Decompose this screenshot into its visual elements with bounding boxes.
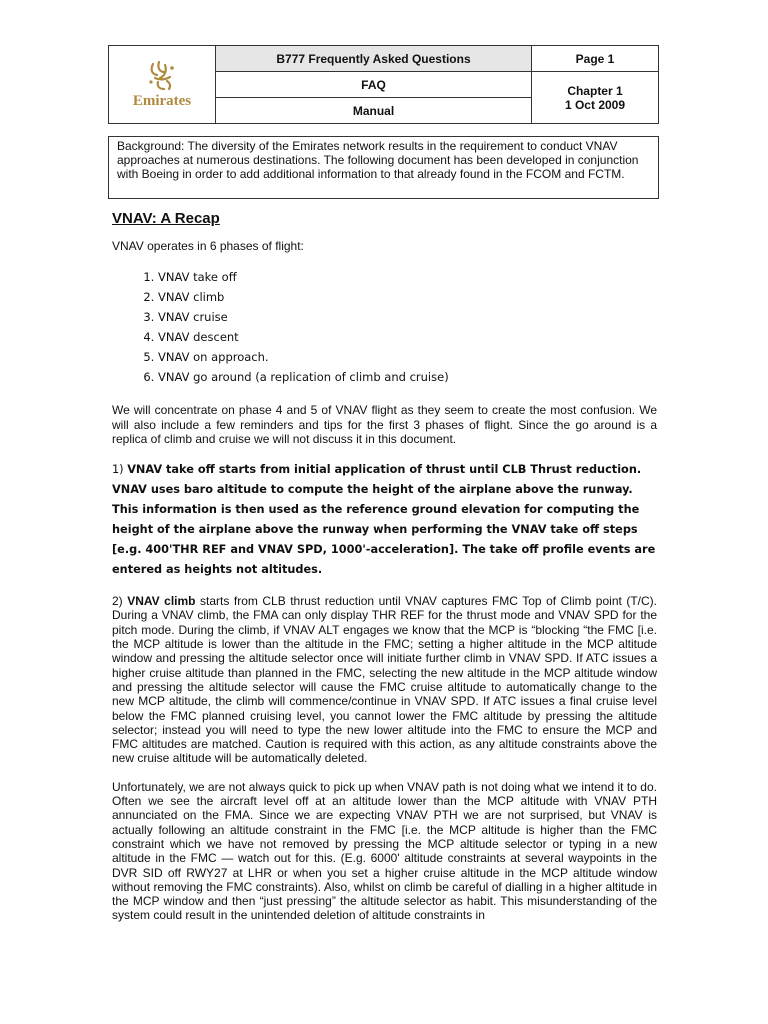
document-body <box>112 210 657 923</box>
faq-label: FAQ <box>216 72 532 98</box>
logo-cell <box>109 46 216 124</box>
climb-text: starts from CLB thrust reduction until VNAV captures FMC Top of Climb point (T/C). During a VNAV climb, the FMA can only display THR REF for the thrust mode and VNAV SPD for the pitch mode. During the climb, if VNAV ALT engages we know that the MCP is “blocking “the FMC [i.e. the MCP altitude is lower than the altitude in the FMC; setting a higher altitude in the MCP altitude window and pressing the altitude selector once will initiate further climb in VNAV SPD. If ATC issues a higher cruise altitude than planned in the FMC, selecting the new altitude in the MCP altitude window and pressing the altitude selector will cause the FMC cruise altitude to automatically change to the new MCP altitude, the climb will commence/continue in VNAV SPD. If ATC issues a final cruise level below the FMC planned cruising level, you cannot lower the FMC altitude by pressing the altitude selector; instead you will need to type the new lower altitude into the FMC to ensure the MCP and FMC altitudes are matched. Caution is required with this action, as any altitude constraints above the new cruise altitude will be automatically deleted. <box>112 594 657 766</box>
climb-term: VNAV climb <box>127 594 196 609</box>
focus-paragraph: We will concentrate on phase 4 and 5 of VNAV flight as they seem to create the most confusion. We will also include a few reminders and tips for the first 3 phases of flight. Since the go around is a replica of climb and cruise we will not discuss it in this document. <box>112 403 657 446</box>
revision-date: 1 Oct 2009 <box>564 97 626 112</box>
document-title: B777 Frequently Asked Questions <box>216 46 532 72</box>
background-note: Background: The diversity of the Emirates network results in the requirement to conduct VNAV approaches at numerous destinations. The following document has been developed in conjunction with Boeing in order to add additional information to that already found in the FCOM and FCTM. <box>108 136 659 199</box>
takeoff-text: VNAV take off starts from initial application of thrust until CLB Thrust reduction. VNAV uses baro altitude to compute the height of the airplane above the runway. This information is then used as the reference ground elevation for computing the height of the airplane above the runway when performing the VNAV take off steps [e.g. 400'THR REF and VNAV SPD, 1000'-acceleration]. The take off profile events are entered as heights not altitudes. <box>112 463 656 577</box>
takeoff-paragraph <box>112 460 657 580</box>
chapter-date-cell <box>532 72 659 124</box>
emirates-logo-icon <box>145 60 179 92</box>
list-item: 6. VNAV go around (a replication of climb and cruise) <box>158 367 657 387</box>
list-item: 2. VNAV climb <box>158 287 657 307</box>
unfortunately-paragraph: Unfortunately, we are not always quick to pick up when VNAV path is not doing what we intend it to do. Often we see the aircraft level off at an altitude lower than the MCP altitude with VNAV PTH annunciated on the FMA. Since we are expecting VNAV PTH we are not surprised, but VNAV is actually following an altitude constraint in the FMC [i.e. the MCP altitude is higher than the FMC constraint which we have not removed by pressing the MCP altitude selector or typing in a new altitude in the FMC — watch out for this. (E.g. 6000' altitude constraints at several waypoints in the DVR SID off RWY27 at LHR or when you set a higher cruise altitude in the MCP altitude window without removing the FMC constraints). Also, whilst on climb be careful of dialling in a higher altitude in the MCP window and then “just pressing” the altitude selector as habit. This misunderstanding of the system could result in the unintended deletion of altitude constraints in <box>112 779 657 923</box>
emirates-logo <box>109 60 215 110</box>
section-heading: VNAV: A Recap <box>112 210 220 227</box>
list-item: 5. VNAV on approach. <box>158 347 657 367</box>
intro-text: VNAV operates in 6 phases of flight: <box>112 239 304 253</box>
climb-paragraph <box>112 594 657 766</box>
logo-wordmark: Emirates <box>132 92 192 109</box>
climb-number: 2) <box>112 594 128 609</box>
chapter-label: Chapter 1 <box>567 83 623 98</box>
list-item: 4. VNAV descent <box>158 327 657 347</box>
document-header <box>108 45 659 124</box>
page-number: Page 1 <box>532 46 659 72</box>
list-item: 3. VNAV cruise <box>158 307 657 327</box>
phase-list <box>112 267 657 387</box>
manual-label: Manual <box>216 98 532 124</box>
takeoff-number: 1) <box>112 463 128 477</box>
list-item: 1. VNAV take off <box>158 267 657 287</box>
